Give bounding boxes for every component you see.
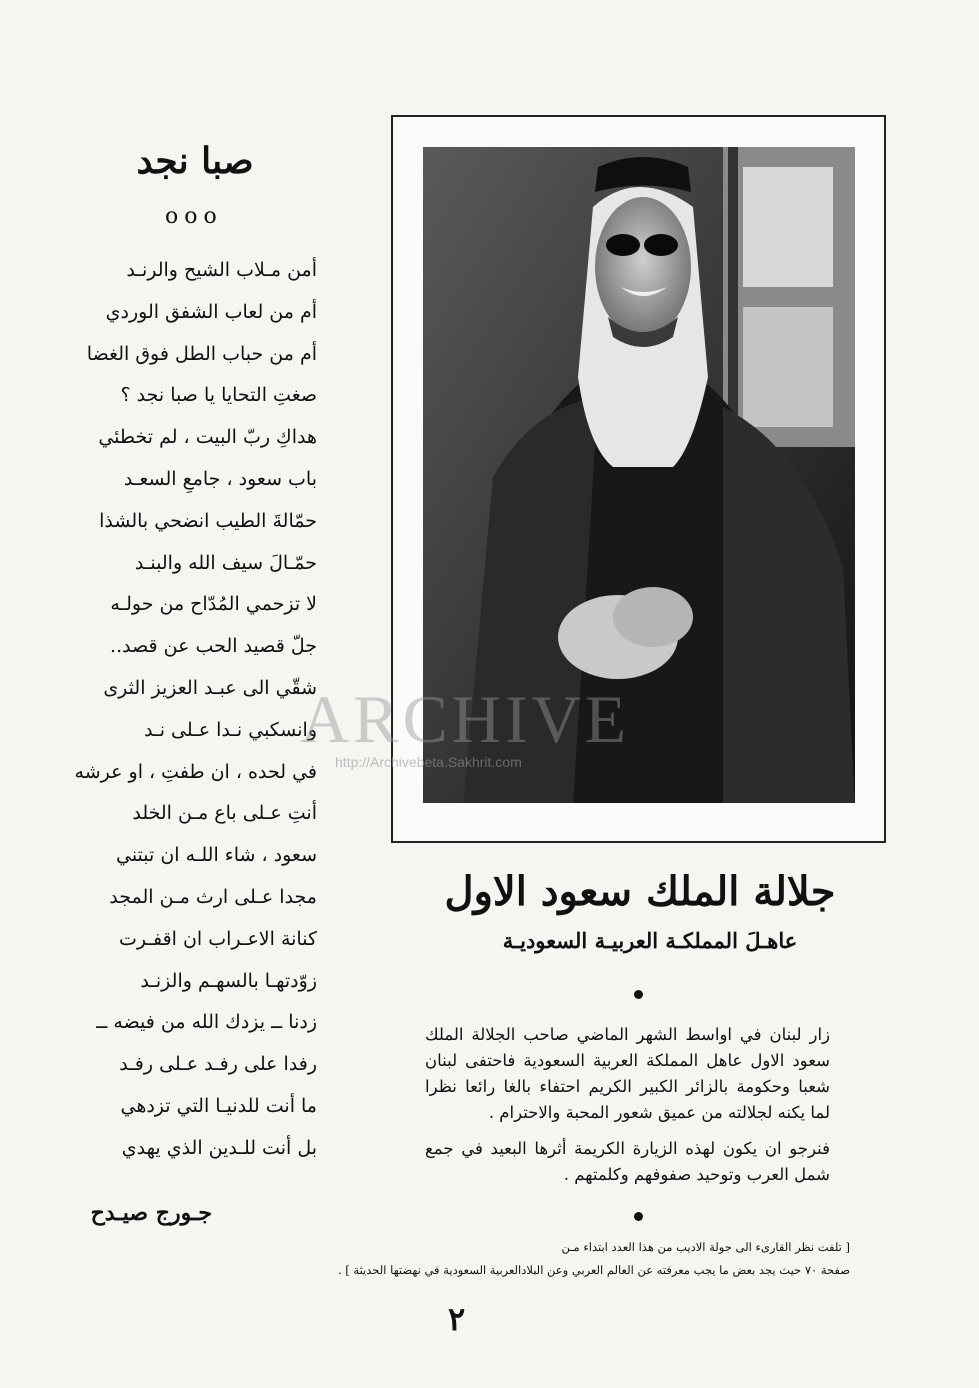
poem-line: باب سعود ، جامعِ السعـد [123, 467, 317, 490]
poem-line: وانسكبي نـدا عـلى نـد [144, 718, 317, 741]
page-number: ٢ [448, 1300, 466, 1338]
footnote-line: صفحة ٧٠ حيث يجد بعض ما يجب معرفته عن العالم العربي وعن البلادالعربية السعودية في نهضتها الحديثة ] . [337, 1263, 850, 1277]
archive-watermark: ARCHIVE [300, 681, 631, 757]
article-body [425, 1022, 830, 1198]
poem-line: زدنا ــ يزدك الله من فيضه ــ [96, 1011, 317, 1034]
footnote [230, 1236, 850, 1282]
poem-line: أمن مـلاب الشيح والرنـد [126, 259, 317, 281]
poem-line: زوّدتهـا بالسهـم والزنـد [140, 969, 317, 992]
poem-author: جـورج صيـدح [90, 1200, 212, 1226]
article-paragraph: فنرجو ان يكون لهذه الزيارة الكريمة أثرها البعيد في جمع شمل العرب وتوحيد صفوفهم وكلمتهم . [425, 1139, 830, 1184]
poem-body [74, 250, 317, 1170]
poem-line: في لحده ، ان طفتِ ، او عرشه [74, 760, 317, 783]
poem-line: بل أنت للـدين الذي يهدي [121, 1136, 317, 1159]
separator-dot [634, 990, 643, 999]
separator-dot [634, 1212, 643, 1221]
poem-line: لا تزحمي المُدّاح من حولـه [110, 593, 317, 616]
archive-watermark-url: http://Archivebeta.Sakhrit.com [335, 754, 522, 770]
poem-line: صغتِ التحايا يا صبا نجد ؟ [120, 384, 317, 407]
poem-line: سعود ، شاء اللـه ان تبتني [115, 844, 317, 867]
poem-line: كنانة الاعـراب ان اقفـرت [119, 927, 317, 950]
poem-line: حمّالةَ الطيب انضحي بالشذا [99, 509, 317, 532]
article-paragraph: زار لبنان في اواسط الشهر الماضي صاحب الجلالة الملك سعود الاول عاهل المملكة العربية السعودية فاحتفى لبنان شعبا وحكومة بالزائر الكبير الكريم احتفاء بالغا رائعا نظرا لما يكنه لجلالته من عميق شعور المحبة والاحترام . [425, 1025, 830, 1122]
poem-line: أنتِ عـلى باع مـن الخلد [132, 802, 317, 825]
poem-line: هداكِ ربّ البيت ، لم تخطئي [98, 426, 317, 449]
poem-title: صبا نجد [136, 140, 254, 182]
poem-line: رفدا على رفـد عـلى رفـد [119, 1053, 317, 1076]
poem-line: شقّي الى عبـد العزيز الثرى [103, 676, 317, 699]
poem-line: مجدا عـلى ارث مـن المجد [109, 885, 317, 908]
poem-line: أم من لعاب الشفق الوردي [105, 300, 317, 323]
article-headline: جلالة الملك سعود الاول [444, 868, 836, 915]
poem-line: حمّـالَ سيف الله والبنـد [134, 551, 317, 574]
footnote-line: [ تلفت نظر القارىء الى جولة الاديب من هذا العدد ابتداء مـن [561, 1240, 850, 1254]
poem-line: أم من حباب الطل فوق الغضا [86, 342, 317, 365]
poem-ornament: ooo [165, 204, 223, 229]
poem-line: جلّ قصيد الحب عن قصد.. [110, 635, 317, 658]
article-subheadline: عاهـلَ المملكـة العربيـة السعوديـة [502, 928, 798, 953]
poem-line: ما أنت للدنيـا التي تزدهي [120, 1094, 317, 1117]
